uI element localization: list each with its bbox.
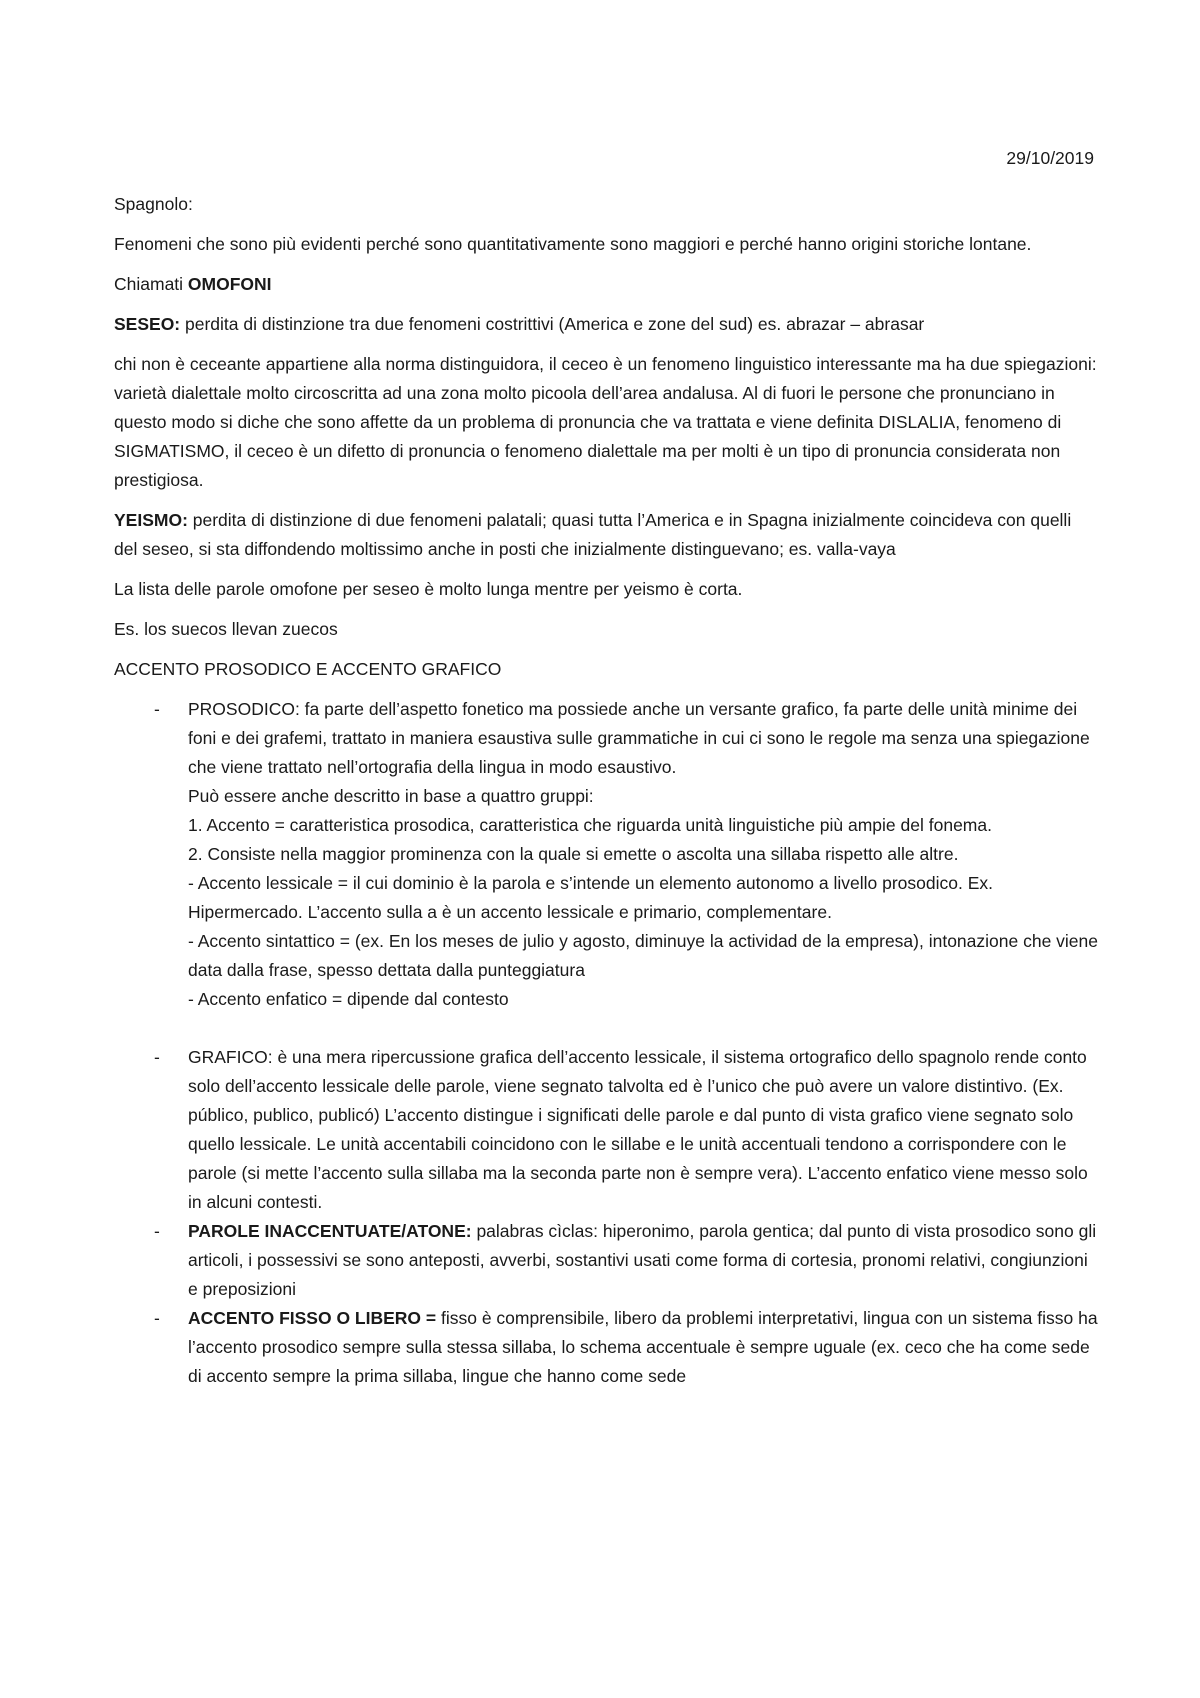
atone-text (188, 1217, 1099, 1304)
prosodico-line: Può essere anche descritto in base a quattro gruppi: (188, 786, 594, 806)
list-dash: - (154, 1308, 160, 1328)
intro-paragraph: Fenomeni che sono più evidenti perché sono quantitativamente sono maggiori e perché hanno origini storiche lontane. (114, 234, 1032, 254)
seseo-text: perdita di distinzione tra due fenomeni costrittivi (America e zone del sud) es. abrazar – abrasar (180, 314, 925, 334)
fisso-desc: fisso è comprensibile, libero da problemi interpretativi, lingua con un sistema fisso ha l’accento prosodico sempre sulla stessa sillaba, lo schema accentuale è sempre uguale (ex. ceco che ha come sede di accento sempre la prima sillaba, lingue che hanno come sede (188, 1308, 1098, 1386)
esempio-paragraph: Es. los suecos llevan zuecos (114, 619, 338, 639)
list-dash: - (154, 1047, 160, 1067)
prosodico-line: 1. Accento = caratteristica prosodica, caratteristica che riguarda unità linguistiche più ampie del fonema. (188, 815, 992, 835)
list-item-prosodico (114, 695, 1099, 1043)
prosodico-line: - Accento sintattico = (ex. En los meses de julio y agosto, diminuye la actividad de la empresa), intonazione che viene data dalla frase, spesso dettata dalla punteggiatura (188, 931, 1099, 980)
list-item-fisso (114, 1304, 1099, 1391)
list-spacer (188, 1014, 1099, 1043)
ceceo-paragraph: chi non è ceceante appartiene alla norma distinguidora, il ceceo è un fenomeno linguistico interessante ma ha due spiegazioni: varietà dialettale molto circoscritta ad una zona molto picoola dell’area andalusa. Al di fuori le persone che pronunciano in questo modo si diche che sono affette da un problema di pronuncia che va trattata e viene definita DISLALIA, fenomeno di SIGMATISMO, il ceceo è un difetto di pronuncia o fenomeno dialettale ma per molti è un tipo di pronuncia considerata non prestigiosa. (114, 354, 1097, 490)
omofoni-term: OMOFONI (187, 274, 272, 294)
yeismo-text: perdita di distinzione di due fenomeni palatali; quasi tutta l’America e in Spagna inizialmente coincideva con quelli del seseo, si sta diffondendo moltissimo anche in posti che inizialmente distinguevano; es. valla-vaya (114, 510, 1072, 559)
fisso-term: ACCENTO FISSO O LIBERO = (188, 1308, 437, 1328)
lista-paragraph: La lista delle parole omofone per seseo è molto lunga mentre per yeismo è corta. (114, 579, 743, 599)
document-body (114, 190, 1099, 1391)
seseo-term: SESEO: (114, 314, 181, 334)
omofoni-prefix: Chiamati (114, 274, 188, 294)
prosodico-line: - Accento enfatico = dipende dal contesto (188, 989, 509, 1009)
list-item-atone (114, 1217, 1099, 1304)
accent-list (114, 695, 1099, 1391)
list-dash: - (154, 699, 160, 719)
yeismo-term: YEISMO: (114, 510, 188, 530)
prosodico-line: - Accento lessicale = il cui dominio è la parola e s’intende un elemento autonomo a livello prosodico. Ex. Hipermercado. L’accento sulla a è un accento lessicale e primario, complementare. (188, 873, 993, 922)
atone-desc: palabras cìclas: hiperonimo, parola gentica; dal punto di vista prosodico sono gli articoli, i possessivi se sono anteposti, avverbi, sostantivi usati come forma di cortesia, pronomi relativi, congiunzioni e preposizioni (188, 1221, 1097, 1299)
omofoni-line (114, 270, 1099, 299)
atone-term: PAROLE INACCENTUATE/ATONE: (188, 1221, 472, 1241)
yeismo-paragraph (114, 506, 1099, 564)
section-title: ACCENTO PROSODICO E ACCENTO GRAFICO (114, 659, 502, 679)
document-date: 29/10/2019 (1006, 148, 1094, 168)
prosodico-main: PROSODICO: fa parte dell’aspetto fonetico ma possiede anche un versante grafico, fa parte delle unità minime dei foni e dei grafemi, trattato in maniera esaustiva sulle grammatiche in cui ci sono le regole ma senza una spiegazione che viene trattato nell’ortografia della lingua in modo esaustivo. (188, 699, 1090, 777)
grafico-text: GRAFICO: è una mera ripercussione grafica dell’accento lessicale, il sistema ortografico dello spagnolo rende conto solo dell’accento lessicale delle parole, viene segnato talvolta ed è l’unico che può avere un valore distintivo. (Ex. público, publico, publicó) L’accento distingue i significati delle parole e dal punto di vista grafico viene segnato solo quello lessicale. Le unità accentabili coincidono con le sillabe e le unità accentuali tendono a corrispondere con le parole (si mette l’accento sulla sillaba ma la seconda parte non è sempre vera). L’accento enfatico viene messo solo in alcuni contesti. (188, 1047, 1088, 1212)
list-dash: - (154, 1221, 160, 1241)
seseo-paragraph (114, 310, 1099, 339)
list-item-grafico (114, 1043, 1099, 1217)
heading-spagnolo: Spagnolo: (114, 194, 193, 214)
fisso-text (188, 1304, 1099, 1391)
prosodico-line: 2. Consiste nella maggior prominenza con la quale si emette o ascolta una sillaba rispetto alle altre. (188, 844, 959, 864)
